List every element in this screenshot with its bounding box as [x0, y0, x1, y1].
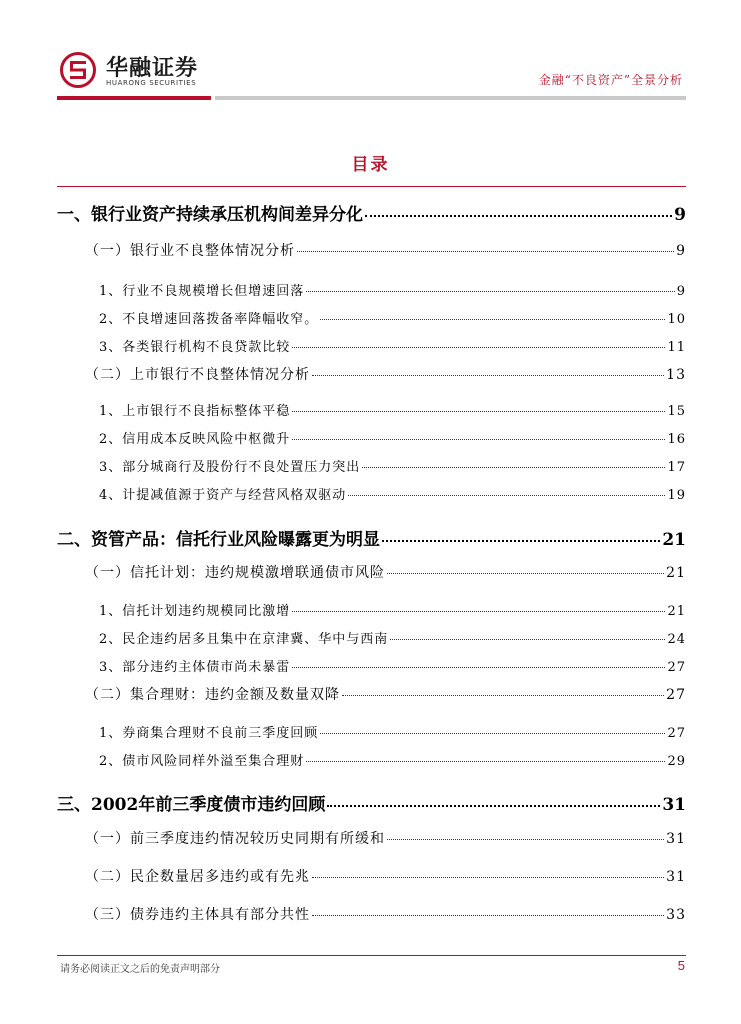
- page-number: 5: [677, 958, 685, 973]
- toc-entry-page: 21: [666, 565, 686, 581]
- toc-entry[interactable]: [99, 428, 686, 447]
- toc-entry[interactable]: [99, 484, 686, 503]
- toc-entry[interactable]: [99, 308, 686, 327]
- toc-entry-page: 27: [667, 726, 686, 741]
- toc-entry[interactable]: [99, 628, 686, 647]
- toc-entry-title: （二）上市银行不良整体情况分析: [85, 367, 310, 383]
- header-divider-red: [57, 96, 211, 100]
- footer-divider: [57, 955, 686, 956]
- toc-entry-title: 一、银行业资产持续承压机构间差异分化: [57, 205, 363, 225]
- toc-entry-page: 21: [667, 604, 686, 619]
- toc-entry-page: 19: [667, 488, 686, 503]
- toc-entry[interactable]: [99, 722, 686, 741]
- toc-entry[interactable]: [99, 280, 686, 299]
- toc-entry[interactable]: [85, 828, 686, 848]
- toc-entry-title: 2、不良增速回落拨备率降幅收窄。: [99, 312, 319, 327]
- toc-entry-title: （一）前三季度违约情况较历史同期有所缓和: [85, 831, 385, 847]
- toc-entry[interactable]: [85, 364, 686, 384]
- toc-entry-page: 29: [667, 754, 686, 769]
- toc-entry-title: 2、信用成本反映风险中枢微升: [99, 432, 291, 447]
- toc-entry-page: 13: [666, 367, 686, 383]
- toc-entry-title: 3、部分违约主体债市尚未暴雷: [99, 660, 291, 675]
- toc-entry-page: 17: [667, 460, 686, 475]
- toc-leader-dots: [312, 914, 664, 916]
- header-divider-gray: [215, 96, 686, 100]
- report-title: 金融“不良资产”全景分析: [538, 73, 683, 87]
- toc-entry-title: （一）信托计划：违约规模激增联通债市风险: [85, 565, 385, 581]
- toc-entry[interactable]: [57, 200, 686, 225]
- toc-entry-page: 11: [667, 340, 686, 355]
- toc-entry[interactable]: [99, 600, 686, 619]
- toc-leader-dots: [390, 638, 665, 640]
- toc-entry-title: （二）民企数量居多违约或有先兆: [85, 869, 310, 885]
- toc-entry-page: 31: [666, 869, 686, 885]
- toc-entry-page: 15: [667, 404, 686, 419]
- toc-entry[interactable]: [99, 656, 686, 675]
- toc-entry-title: 1、上市银行不良指标整体平稳: [99, 404, 291, 419]
- toc-entry-title: 4、计提减值源于资产与经营风格双驱动: [99, 488, 347, 503]
- toc-entry[interactable]: [85, 866, 686, 886]
- toc-leader-dots: [387, 838, 664, 840]
- toc-entry-page: 21: [662, 530, 686, 550]
- toc-entry-title: 3、各类银行机构不良贷款比较: [99, 340, 291, 355]
- toc-entry-page: 24: [667, 632, 686, 647]
- brand-name-en: HUARONG SECURITIES: [106, 79, 197, 87]
- toc-entry-title: 三、2002年前三季度债市违约回顾: [57, 795, 326, 815]
- toc-leader-dots: [362, 466, 665, 468]
- toc-leader-dots: [306, 290, 674, 292]
- toc-entry-title: 1、信托计划违约规模同比激增: [99, 604, 291, 619]
- toc-entry-page: 31: [666, 831, 686, 847]
- toc-leader-dots: [292, 666, 665, 668]
- brand-name-cn: 华融证券: [106, 55, 199, 81]
- toc-entry-page: 9: [676, 243, 686, 259]
- toc-entry[interactable]: [99, 336, 686, 355]
- toc-entry-title: 3、部分城商行及股份行不良处置压力突出: [99, 460, 361, 475]
- toc-entry-title: 2、债市风险同样外溢至集合理财: [99, 754, 305, 769]
- toc-leader-dots: [292, 410, 665, 412]
- toc-leader-dots: [387, 572, 664, 574]
- toc-entry-title: 1、行业不良规模增长但增速回落: [99, 284, 305, 299]
- toc-entry-page: 10: [667, 312, 686, 327]
- toc-entry[interactable]: [99, 400, 686, 419]
- toc-leader-dots: [327, 804, 660, 807]
- toc-entry-title: 二、资管产品：信托行业风险曝露更为明显: [57, 530, 380, 550]
- toc-leader-dots: [312, 876, 664, 878]
- toc-entry-title: （二）集合理财：违约金额及数量双降: [85, 687, 340, 703]
- toc-heading: 目录: [351, 155, 390, 175]
- toc-entry-title: 1、券商集合理财不良前三季度回顾: [99, 726, 319, 741]
- toc-entry-page: 16: [667, 432, 686, 447]
- toc-leader-dots: [297, 250, 674, 252]
- toc-entry-page: 31: [662, 795, 686, 815]
- toc-entry-page: 9: [674, 205, 686, 225]
- toc-entry[interactable]: [85, 240, 686, 260]
- toc-entry[interactable]: [57, 525, 686, 550]
- toc-entry[interactable]: [85, 562, 686, 582]
- toc-leader-dots: [312, 374, 664, 376]
- toc-entry[interactable]: [99, 456, 686, 475]
- toc-leader-dots: [306, 760, 665, 762]
- huarong-logo-icon: [60, 52, 96, 88]
- toc-entry[interactable]: [57, 790, 686, 815]
- toc-leader-dots: [292, 610, 665, 612]
- toc-entry-page: 27: [666, 687, 686, 703]
- footer-disclaimer: 请务必阅读正文之后的免责声明部分: [60, 964, 220, 975]
- toc-divider: [57, 186, 686, 187]
- toc-entry[interactable]: [85, 904, 686, 924]
- toc-entry-title: 2、民企违约居多且集中在京津冀、华中与西南: [99, 632, 389, 647]
- toc-entry-page: 9: [676, 284, 686, 299]
- toc-leader-dots: [348, 494, 665, 496]
- toc-entry[interactable]: [85, 684, 686, 704]
- toc-entry-title: （三）债券违约主体具有部分共性: [85, 907, 310, 923]
- toc-leader-dots: [320, 732, 665, 734]
- toc-entry-title: （一）银行业不良整体情况分析: [85, 243, 295, 259]
- toc-entry[interactable]: [99, 750, 686, 769]
- toc-leader-dots: [342, 694, 664, 696]
- toc-leader-dots: [292, 438, 665, 440]
- toc-leader-dots: [292, 346, 665, 348]
- toc-leader-dots: [365, 214, 672, 217]
- toc-entry-page: 27: [667, 660, 686, 675]
- toc-entry-page: 33: [666, 907, 686, 923]
- toc-leader-dots: [320, 318, 665, 320]
- toc-leader-dots: [382, 539, 660, 542]
